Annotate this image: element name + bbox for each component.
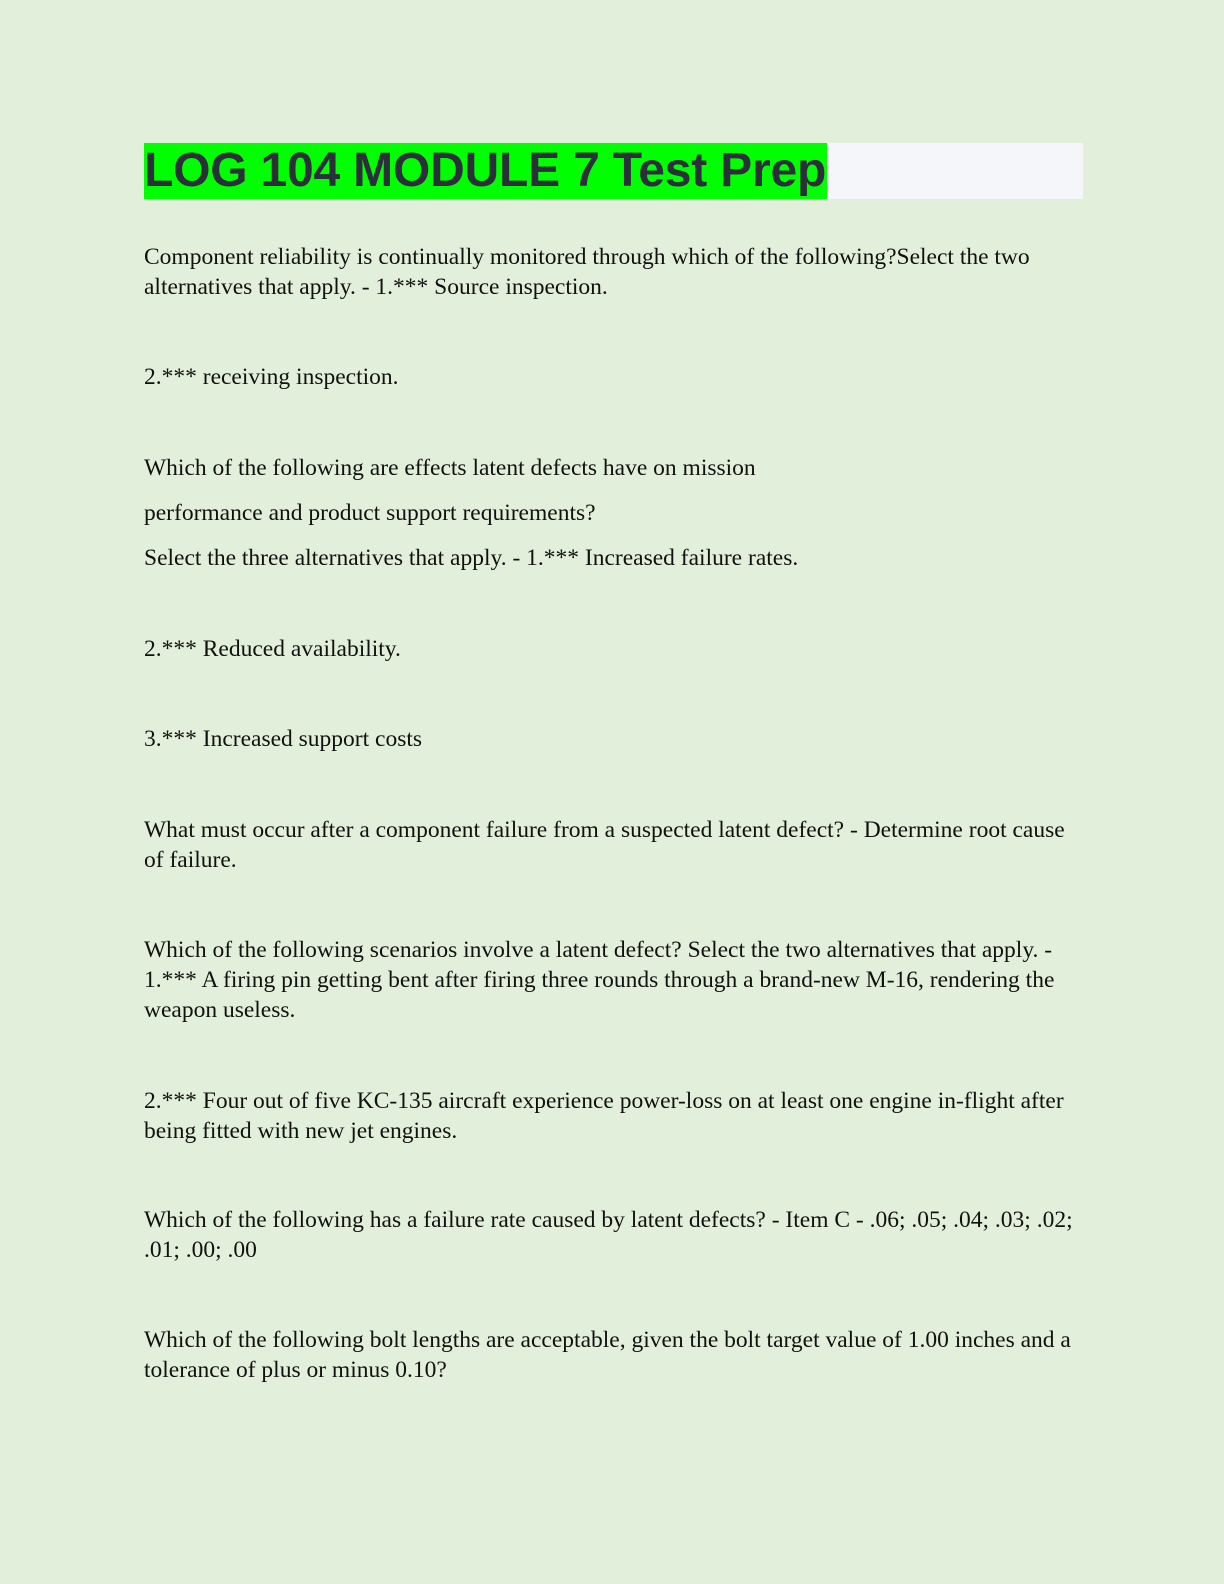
paragraph-q6: Which of the following bolt lengths are acceptable, given the bolt target value of 1.00 inches and a tolerance of plus or minus 0.10? xyxy=(144,1327,1071,1383)
paragraph-q2-line-1: Which of the following are effects latent defects have on mission xyxy=(144,455,756,481)
title-bar xyxy=(144,143,1083,199)
paragraph-q2-line-3: Select the three alternatives that apply. - 1.*** Increased failure rates. xyxy=(144,545,799,571)
paragraph-q2-answer-2: 2.*** Reduced availability. xyxy=(144,636,401,662)
paragraph-q5: Which of the following has a failure rate caused by latent defects? - Item C - .06; .05; .04; .03; .02; .01; .00; .00 xyxy=(144,1207,1073,1263)
paragraph-q1-answer-2: 2.*** receiving inspection. xyxy=(144,364,399,390)
paragraph-q1: Component reliability is continually monitored through which of the following?Select the two alternatives that apply. - 1.*** Source inspection. xyxy=(144,244,1030,300)
paragraph-q4-answer-2: 2.*** Four out of five KC-135 aircraft experience power-loss on at least one engine in-flight after being fitted with new jet engines. xyxy=(144,1088,1064,1144)
page-title: LOG 104 MODULE 7 Test Prep xyxy=(144,144,827,197)
paragraph-q3: What must occur after a component failure from a suspected latent defect? - Determine root cause of failure. xyxy=(144,817,1065,873)
paragraph-q2-line-2: performance and product support requirements? xyxy=(144,500,596,526)
paragraph-q2-answer-3: 3.*** Increased support costs xyxy=(144,726,423,752)
paragraph-q4: Which of the following scenarios involve a latent defect? Select the two alternatives that apply. - 1.*** A firing pin getting bent after firing three rounds through a brand-new M-16, rendering the weapon useless. xyxy=(144,937,1055,1023)
